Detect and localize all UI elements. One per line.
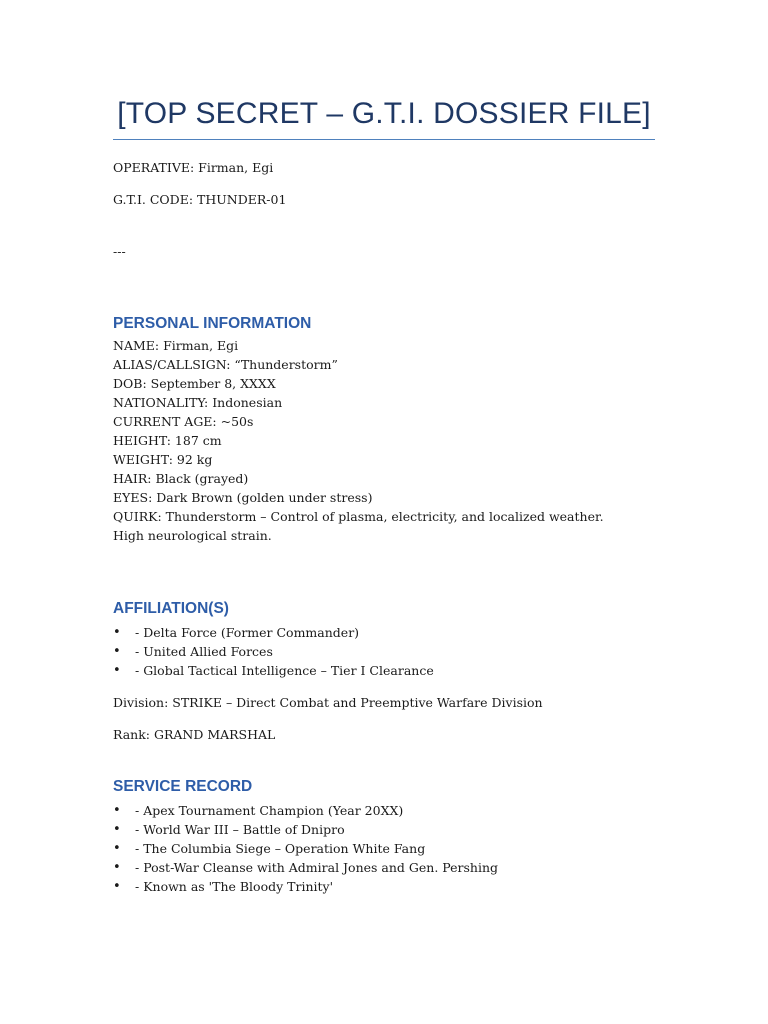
- service-record-heading: SERVICE RECORD: [113, 778, 253, 795]
- list-item: [113, 801, 498, 820]
- bullet-icon: •: [113, 644, 121, 659]
- list-item: [113, 661, 434, 680]
- title-underline: [113, 139, 655, 140]
- affiliation-text: - Delta Force (Former Commander): [135, 625, 360, 640]
- affiliation-text: - United Allied Forces: [135, 644, 273, 659]
- service-text: - Apex Tournament Champion (Year 20XX): [135, 803, 404, 818]
- personal-quirk: QUIRK: Thunderstorm – Control of plasma, electricity, and localized weather. High neurological strain.: [113, 509, 604, 543]
- affiliations-list: [113, 623, 434, 680]
- personal-weight: WEIGHT: 92 kg: [113, 452, 213, 467]
- personal-hair: HAIR: Black (grayed): [113, 471, 249, 486]
- rank-line: Rank: GRAND MARSHAL: [113, 727, 276, 742]
- bullet-icon: •: [113, 860, 121, 875]
- service-text: - Post-War Cleanse with Admiral Jones and Gen. Pershing: [135, 860, 499, 875]
- list-item: [113, 877, 498, 896]
- bullet-icon: •: [113, 663, 121, 678]
- personal-info-heading: PERSONAL INFORMATION: [113, 315, 312, 332]
- service-text: - The Columbia Siege – Operation White Fang: [135, 841, 426, 856]
- list-item: [113, 623, 434, 642]
- personal-height: HEIGHT: 187 cm: [113, 433, 222, 448]
- bullet-icon: •: [113, 879, 121, 894]
- operative-line: OPERATIVE: Firman, Egi: [113, 160, 274, 175]
- bullet-icon: •: [113, 841, 121, 856]
- bullet-icon: •: [113, 822, 121, 837]
- affiliations-heading: AFFILIATION(S): [113, 600, 229, 617]
- list-item: [113, 642, 434, 661]
- affiliation-text: - Global Tactical Intelligence – Tier I Clearance: [135, 663, 434, 678]
- personal-age: CURRENT AGE: ~50s: [113, 414, 254, 429]
- personal-info-block: [113, 336, 613, 545]
- service-text: - World War III – Battle of Dnipro: [135, 822, 345, 837]
- personal-alias: ALIAS/CALLSIGN: “Thunderstorm”: [113, 357, 338, 372]
- personal-nationality: NATIONALITY: Indonesian: [113, 395, 283, 410]
- service-text: - Known as 'The Bloody Trinity': [135, 879, 334, 894]
- document-title: [TOP SECRET – G.T.I. DOSSIER FILE]: [117, 97, 651, 130]
- personal-eyes: EYES: Dark Brown (golden under stress): [113, 490, 373, 505]
- division-line: Division: STRIKE – Direct Combat and Preemptive Warfare Division: [113, 695, 543, 710]
- list-item: [113, 820, 498, 839]
- personal-dob: DOB: September 8, XXXX: [113, 376, 276, 391]
- list-item: [113, 839, 498, 858]
- bullet-icon: •: [113, 625, 121, 640]
- gti-code-line: G.T.I. CODE: THUNDER-01: [113, 192, 287, 207]
- separator: ---: [113, 244, 126, 259]
- service-record-list: [113, 801, 498, 896]
- list-item: [113, 858, 498, 877]
- personal-name: NAME: Firman, Egi: [113, 338, 239, 353]
- bullet-icon: •: [113, 803, 121, 818]
